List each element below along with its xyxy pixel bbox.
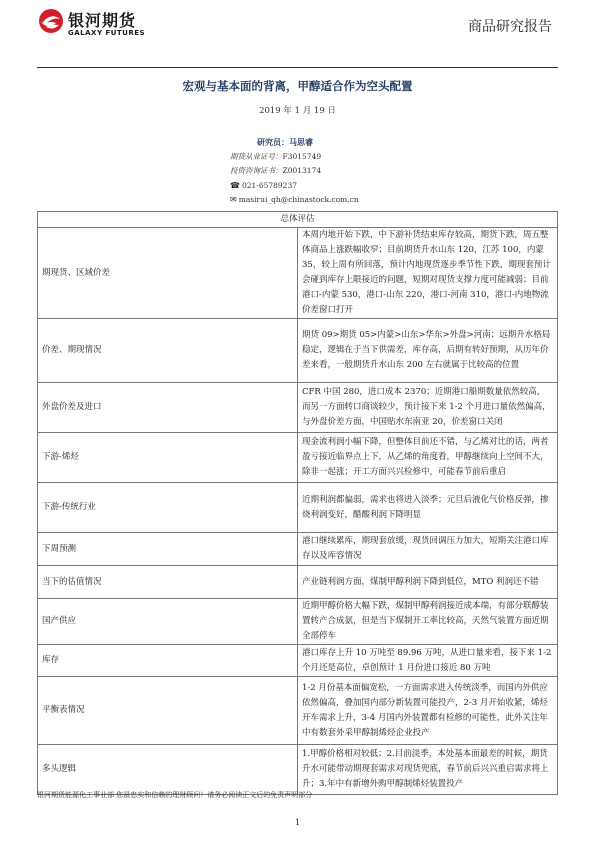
phone-row: [230, 179, 490, 194]
phone-number: 021-65789237: [241, 180, 297, 190]
row-category: 期现货、区域价差: [38, 228, 298, 319]
row-content: 近期利润都偏弱，需求也将进入淡季；元旦后液化气价格反弹，掺烧利润变好，醋酸利润下降明显: [298, 483, 558, 533]
row-category: 外盘价差及进口: [38, 383, 298, 433]
table-row: [38, 745, 558, 795]
license-label: 期货从业证号：: [230, 151, 283, 161]
page-header: [0, 0, 595, 70]
logo-english-name: GALAXY FUTURES: [68, 29, 146, 37]
row-content: 港口库存上升 10 万吨至 89.96 万吨，从进口量来看，接下来 1-2 个月还是高位，卓创预计 1 月份进口接近 80 万吨: [298, 645, 558, 677]
table-row: [38, 319, 558, 383]
header-divider: [37, 67, 558, 68]
table-row: [38, 228, 558, 319]
table-row: [38, 677, 558, 745]
row-category: 当下的估值情况: [38, 566, 298, 599]
galaxy-logo-icon: [38, 8, 64, 34]
row-content: 现金流利润小幅下降，但整体目前还不错，与乙烯对比的话，两者盈亏接近临界点上下，从乙烯的角度看，甲醇继续向上空间不大，除非一起涨；开工方面兴兴检修中，可能春节前后重启: [298, 433, 558, 483]
table-row: [38, 645, 558, 677]
report-type: 商品研究报告: [468, 19, 552, 35]
assessment-table: [37, 211, 558, 795]
row-content: CFR 中国 280，进口成本 2370；近期港口船期数量依然较高，而另一方面转口商谈较少，预计接下来 1-2 个月进口量依然偏高，与外盘价差方面，中国贴水东南亚 20，价差窗口关闭: [298, 383, 558, 433]
row-content: 期货 09>期货 05>内蒙>山东>华东>外盘>河南；远期升水格局稳定，逻辑在于当下供需差，库存高，后期有转好预期，从历年价差来看，一般期货升水山东 200 左右就属于比较高的位置: [298, 319, 558, 383]
table-row: [38, 383, 558, 433]
consult-label: 投资咨询证书：: [230, 166, 283, 175]
row-content: 港口继续累库，期现套放缓，现货回调压力加大，短期关注港口库存以及库容情况: [298, 533, 558, 566]
consult-row: [230, 164, 490, 179]
row-content: 产业链利润方面，煤制甲醇利润下降到低位，MTO 利润还不错: [298, 566, 558, 599]
row-category: 国产供应: [38, 599, 298, 645]
license-row: [230, 150, 490, 165]
table-row: [38, 483, 558, 533]
author-info: [230, 135, 490, 208]
table-row: [38, 433, 558, 483]
page-number: 1: [294, 818, 301, 827]
row-category: 库存: [38, 645, 298, 677]
logo-chinese-name: 银河期货: [68, 11, 137, 30]
author-name: 马思睿: [289, 137, 313, 147]
row-category: 价差、期现情况: [38, 319, 298, 383]
row-category: 下游-烯烃: [38, 433, 298, 483]
row-content: 近期甲醇价格大幅下跌，煤制甲醇利润接近成本端，有部分联醇装置转产合成氨，但是当下煤制开工率比较高，天然气装置方面近期全部停车: [298, 599, 558, 645]
table-row: [38, 599, 558, 645]
row-category: 平衡表情况: [38, 677, 298, 745]
report-title: 宏观与基本面的背离，甲醇适合作为空头配置: [182, 79, 413, 93]
company-logo: [38, 8, 158, 44]
table-row: [38, 533, 558, 566]
row-content: 1.甲醇价格相对较低；2.目前淡季，本处基本面最差的时候，期货升水可能带动期现套需求对现货兜底，春节前后兴兴重启需求将上升；3.年中有新增外购甲醇制烯烃装置投产: [298, 745, 558, 795]
row-category: 下游-传统行业: [38, 483, 298, 533]
author-label: 研究员：: [257, 137, 289, 147]
row-category: 下周预测: [38, 533, 298, 566]
row-category: 多头逻辑: [38, 745, 298, 795]
row-content: 1-2 月份基本面偏宽松，一方面需求进入传统淡季，而国内外供应依然偏高，叠加国内部分新装置可能投产，2-3 月开始收紧，烯烃开车需求上升，3-4 月国内外装置都有检修的可能性，此外关注年中有数套外采甲醇制烯烃企业投产: [298, 677, 558, 745]
table-row: [38, 566, 558, 599]
email-icon: ✉: [230, 195, 237, 204]
table-header-row: [38, 212, 558, 228]
consult-number: Z0013174: [282, 166, 322, 175]
row-content: 本周内地开始下跌，中下游补货结束库存较高，期货下跌，周五整体商品上涨跌幅收窄；目前期货升水山东 120，江苏 100，内蒙 35，较上周有所回落，预计内地现货逐步季节性下跌，期现套预计会碰到库存上限接近的问题，短期对现货支撑力度可能减弱；目前港口-内蒙 530，港口-山东 220，港口-河南 310，港口-内地物流价差窗口打开: [298, 228, 558, 319]
email-address[interactable]: masirui_qh@chinastock.com.cn: [238, 195, 359, 204]
phone-icon: ☎: [230, 180, 240, 190]
report-date: 2019 年 1 月 19 日: [259, 106, 336, 116]
table-heading: 总体评估: [38, 212, 558, 228]
footer-disclaimer: 银河期货能源化工事业部 您最忠实和信赖的理财顾问！请务必阅读正文后的免责声明部分: [37, 791, 313, 799]
email-row: [230, 193, 490, 208]
license-number: F3015749: [282, 151, 322, 161]
author-row: [230, 135, 490, 150]
